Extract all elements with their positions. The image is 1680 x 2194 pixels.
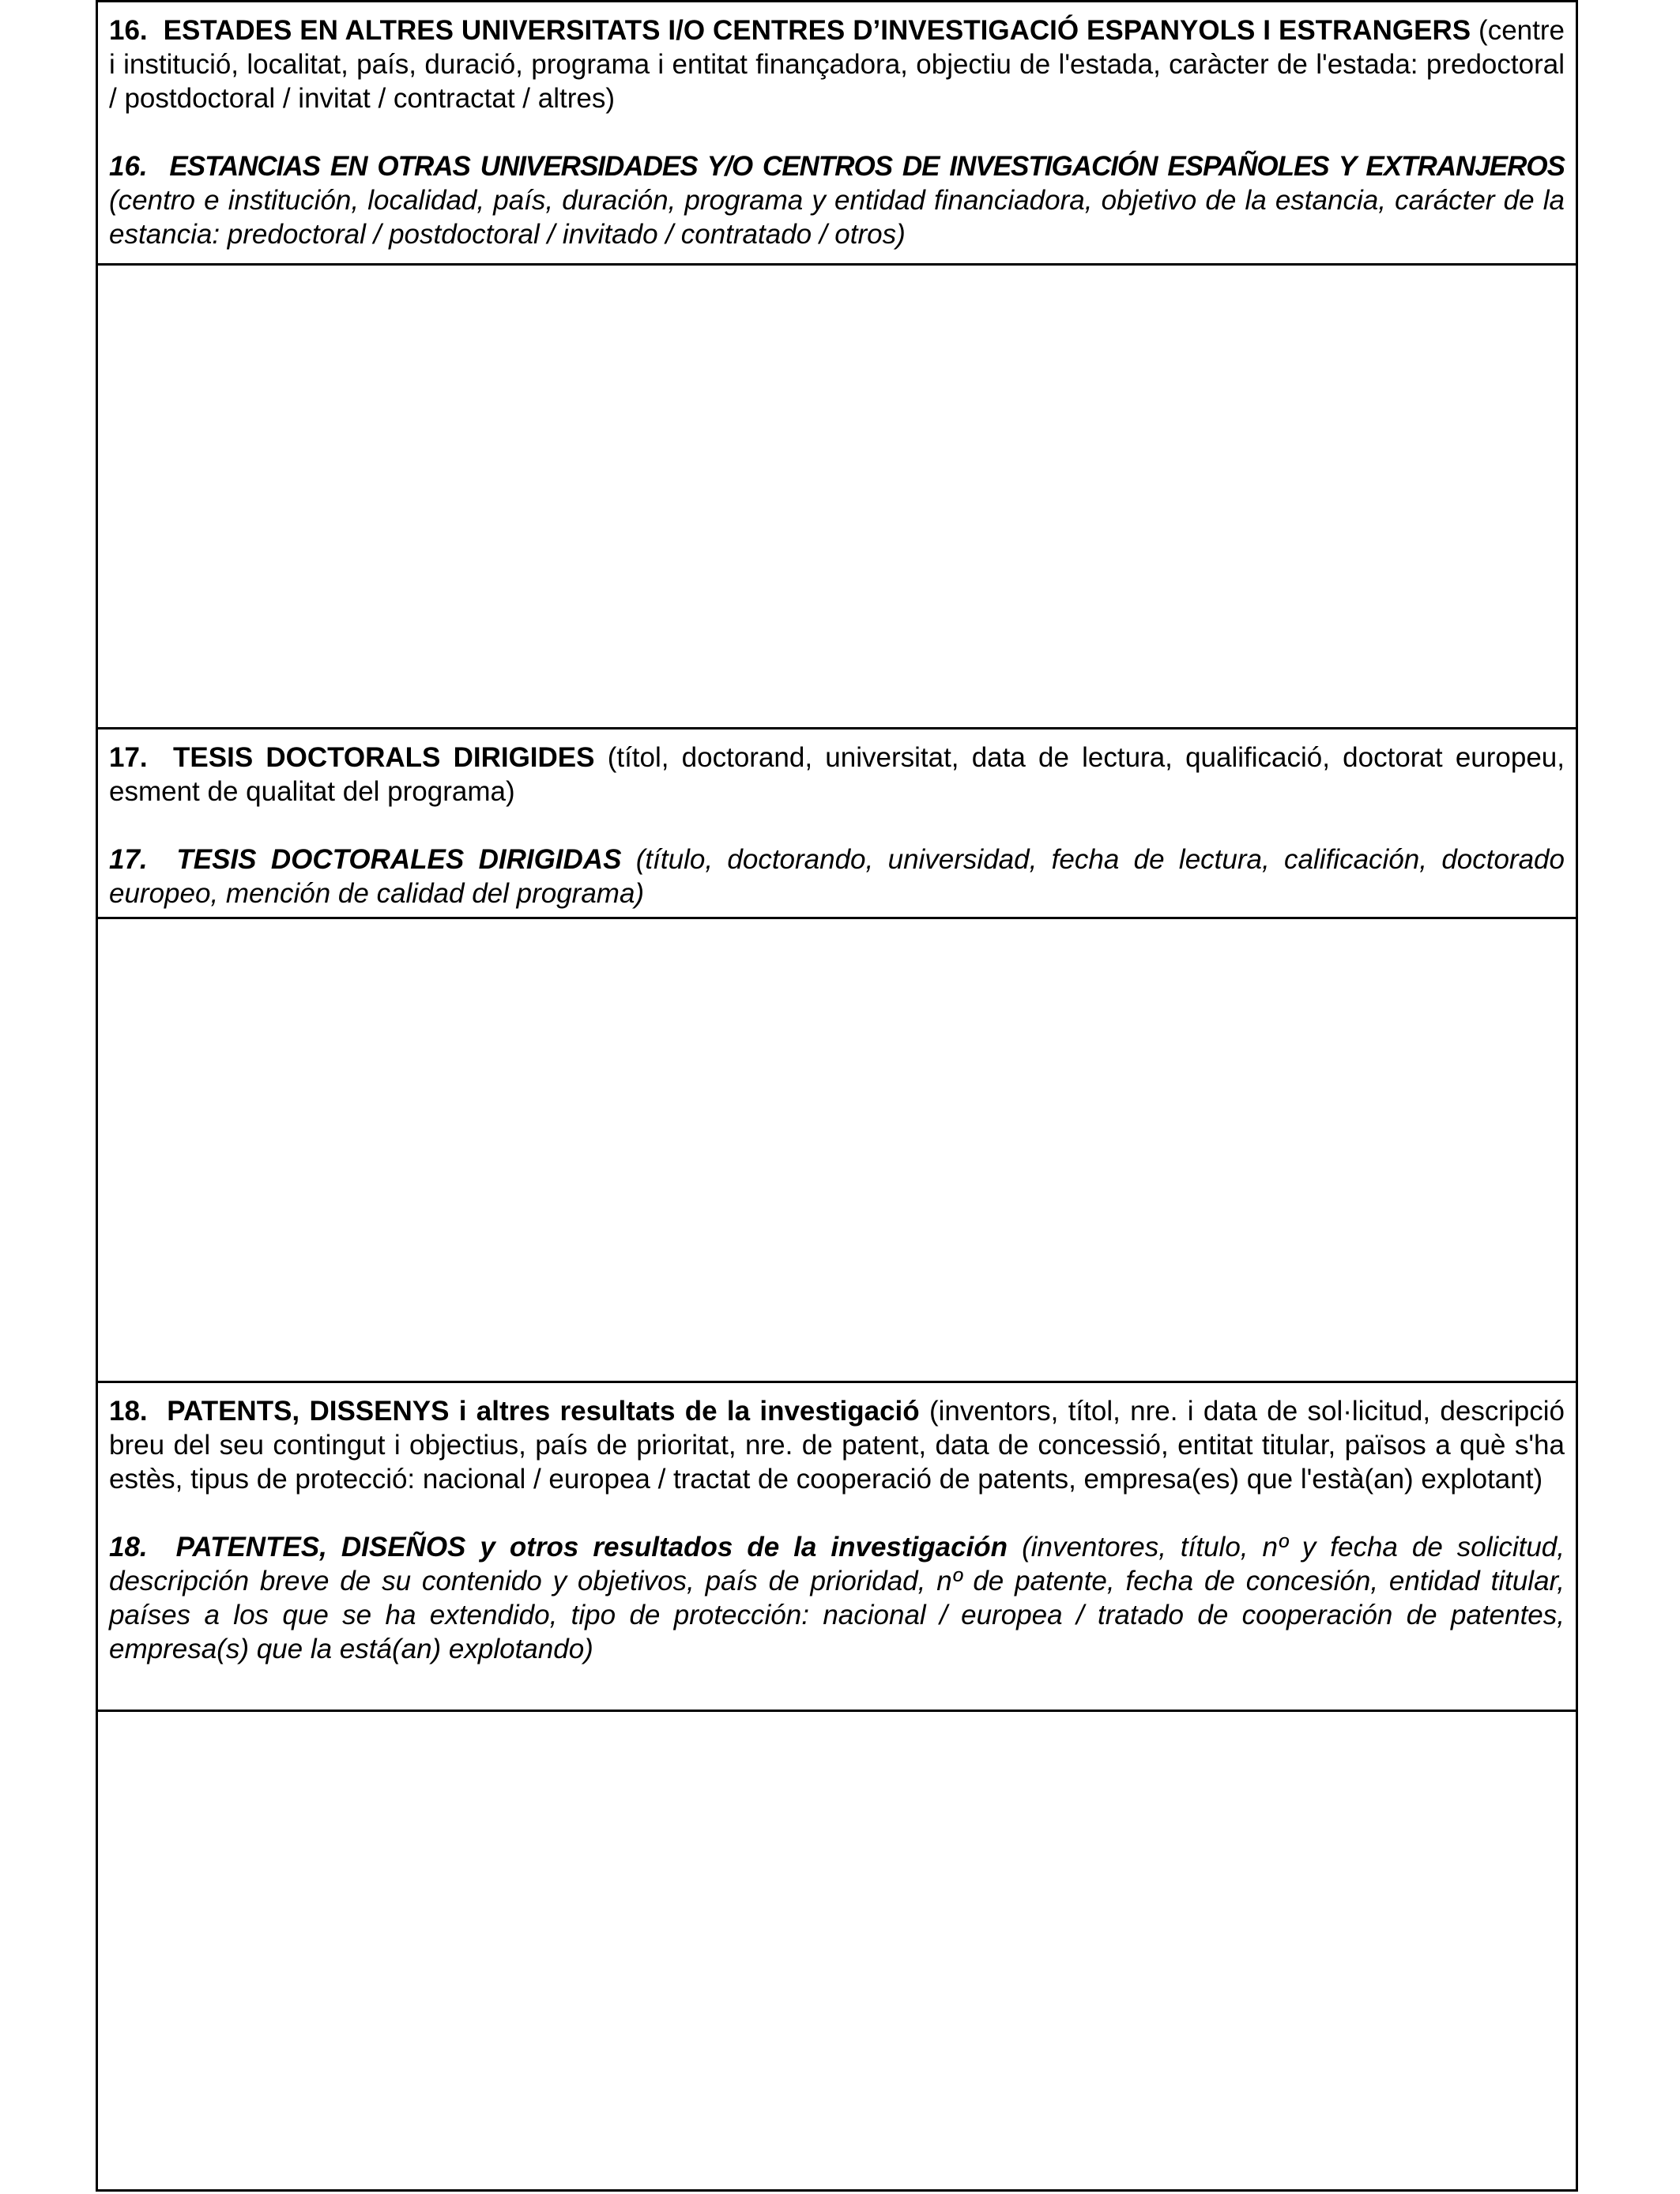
section-description: (título, doctorando, universidad, fecha de lectura, calificación, doctorado europeo, mención de calidad del programa) [109, 844, 1565, 909]
section-16-es [109, 149, 1565, 251]
section-17-header [96, 727, 1578, 919]
section-number: 16. [109, 151, 148, 182]
section-17-answer-area[interactable] [96, 917, 1578, 1383]
section-16-ca [109, 13, 1565, 115]
section-description: (centre i institució, localitat, país, duració, programa i entitat finançadora, objectiu de l'estada, caràcter de l'estada: predoctoral / postdoctoral / invitat / contractat / altres) [109, 15, 1565, 114]
section-title: PATENTS, DISSENYS i altres resultats de la investigació [167, 1396, 920, 1427]
section-description: (inventors, títol, nre. i data de sol·licitud, descripció breu del seu contingut i objectius, país de prioritat, nre. de patent, data de concessió, entitat titular, països a què s'ha estès, tipus de protecció: nacional / europea / tractat de cooperació de patents, empresa(es) que l'està(an) explotant) [109, 1396, 1565, 1495]
section-description: (centro e institución, localidad, país, duración, programa y entidad financiadora, objetivo de la estancia, carácter de la estancia: predoctoral / postdoctoral / invitado / contratado / otros) [109, 185, 1565, 250]
section-18-ca [109, 1394, 1565, 1496]
section-description: (inventores, título, nº y fecha de solicitud, descripción breve de su contenido y objetivos, país de prioridad, nº de patente, fecha de concesión, entidad titular, países a los que se ha extendido, tipo de protección: nacional / europea / tratado de cooperación de patentes, empresa(s) que la está(an) explotando) [109, 1532, 1565, 1664]
section-title: TESIS DOCTORALES DIRIGIDAS [176, 844, 622, 875]
section-18-header [96, 1381, 1578, 1712]
section-number: 17. [109, 742, 148, 773]
section-number: 18. [109, 1396, 148, 1427]
section-18-es [109, 1530, 1565, 1666]
section-17-es [109, 843, 1565, 910]
section-description: (títol, doctorand, universitat, data de lectura, qualificació, doctorat europeu, esment de qualitat del programa) [109, 742, 1565, 807]
section-title: ESTANCIAS EN OTRAS UNIVERSIDADES Y/O CENTROS DE INVESTIGACIÓN ESPAÑOLES Y EXTRANJEROS [169, 151, 1565, 182]
section-16-header [96, 0, 1578, 266]
section-number: 18. [109, 1532, 148, 1563]
section-title: PATENTES, DISEÑOS y otros resultados de la investigación [175, 1532, 1008, 1563]
section-title: ESTADES EN ALTRES UNIVERSITATS I/O CENTRES D’INVESTIGACIÓ ESPANYOLS I ESTRANGERS [163, 15, 1471, 46]
section-number: 16. [109, 15, 148, 46]
section-18-answer-area[interactable] [96, 1710, 1578, 2192]
section-17-ca [109, 741, 1565, 809]
section-title: TESIS DOCTORALS DIRIGIDES [173, 742, 595, 773]
section-number: 17. [109, 844, 148, 875]
section-16-answer-area[interactable] [96, 263, 1578, 729]
